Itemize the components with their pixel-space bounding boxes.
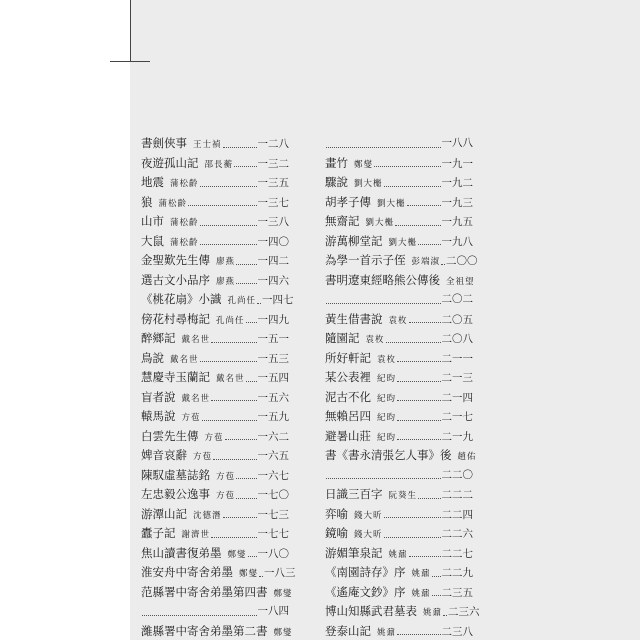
toc-leader-dots — [259, 575, 263, 577]
toc-entry — [141, 446, 289, 466]
toc-entry-page: 二〇五 — [442, 311, 474, 331]
toc-entry-author: 戴名世 — [182, 331, 211, 351]
toc-entry-title: 游萬柳堂記 — [325, 232, 383, 252]
toc-leader-dots — [418, 243, 440, 245]
toc-entry-page: 二二二 — [442, 486, 474, 506]
toc-entry-title: 書劍俠事 — [141, 134, 187, 154]
toc-entry — [325, 329, 473, 349]
toc-entry — [141, 251, 289, 271]
toc-entry-page: 一四六 — [258, 272, 290, 292]
toc-entry-author: 姚鼐 — [412, 585, 431, 605]
toc-entry-title: 蠹子記 — [141, 524, 176, 544]
toc-entry — [141, 485, 289, 505]
toc-entry-title: 日識三百字 — [325, 485, 383, 505]
toc-entry-page: 一三八 — [258, 213, 290, 233]
toc-leader-dots — [188, 204, 256, 206]
toc-entry-page: 二一七 — [442, 408, 474, 428]
toc-entry-author: 劉大櫆 — [354, 175, 383, 195]
toc-entry-page: 一九五 — [442, 213, 474, 233]
toc-entry-author: 錢大昕 — [354, 526, 383, 546]
toc-entry-title: 畫竹 — [325, 154, 348, 174]
toc-entry-page: 一九三 — [442, 194, 474, 214]
toc-entry-author: 戴名世 — [182, 390, 211, 410]
toc-entry — [325, 524, 473, 544]
toc-leader-dots — [234, 165, 256, 167]
toc-entry-page: 二三五 — [442, 584, 474, 604]
toc-entry-title: 無賴呂四 — [325, 407, 371, 427]
toc-entry-author: 紀昀 — [377, 370, 396, 390]
toc-entry — [325, 563, 473, 583]
toc-leader-dots — [395, 224, 440, 226]
toc-entry — [141, 290, 289, 310]
toc-entry-author: 姚鼐 — [423, 604, 442, 624]
toc-entry-page: 一六二 — [258, 428, 290, 448]
toc-entry-page: 二〇二 — [442, 290, 474, 310]
toc-entry — [141, 583, 289, 603]
toc-entry-page: 一四七 — [262, 291, 294, 311]
toc-entry — [325, 544, 473, 564]
toc-entry — [141, 505, 289, 525]
toc-entry — [141, 524, 289, 544]
toc-leader-dots — [384, 185, 441, 187]
toc-entry-author: 阮葵生 — [389, 487, 418, 507]
toc-leader-dots — [386, 341, 441, 343]
toc-entry-page: 二三八 — [442, 623, 474, 643]
toc-entry-author: 袁枚 — [366, 331, 385, 351]
toc-entry — [141, 602, 289, 622]
toc-entry — [141, 466, 289, 486]
toc-entry-author: 鄭燮 — [354, 156, 373, 176]
toc-entry-author: 方苞 — [216, 487, 235, 507]
toc-entry — [325, 290, 473, 310]
toc-entry-author: 袁枚 — [389, 312, 408, 332]
toc-leader-dots — [248, 555, 257, 557]
toc-entry-author: 姚鼐 — [412, 565, 431, 585]
toc-leader-dots — [384, 516, 441, 518]
toc-entry — [141, 368, 289, 388]
toc-entry-page: 一五一 — [258, 330, 290, 350]
toc-entry-title: 焦山讀書復弟墨 — [141, 544, 222, 564]
toc-entry — [325, 602, 473, 622]
toc-entry-page: 一九一 — [442, 155, 474, 175]
toc-entry-page: 二〇〇 — [446, 252, 478, 272]
toc-entry-author: 戴名世 — [216, 370, 245, 390]
toc-leader-dots — [397, 633, 440, 635]
toc-entry-author: 姚鼐 — [377, 624, 396, 643]
toc-leader-dots — [223, 146, 257, 148]
toc-entry-author: 鄭燮 — [228, 546, 247, 566]
toc-entry — [325, 173, 473, 193]
toc-leader-dots — [200, 185, 257, 187]
toc-entry-title: 左忠毅公逸事 — [141, 485, 210, 505]
toc-entry — [141, 193, 289, 213]
toc-entry — [325, 271, 473, 291]
toc-leader-dots — [211, 536, 256, 538]
toc-entry-author: 方苞 — [193, 448, 212, 468]
toc-entry-title: 醉鄉記 — [141, 329, 176, 349]
toc-entry-author: 方苞 — [182, 409, 201, 429]
toc-entry-title: 選古文小品序 — [141, 271, 210, 291]
toc-entry-page: 一四〇 — [258, 233, 290, 253]
toc-entry-author: 錢大昕 — [354, 507, 383, 527]
left-page-margin — [0, 0, 130, 640]
toc-entry — [141, 271, 289, 291]
toc-entry-author: 全祖望 — [446, 273, 475, 293]
toc-leader-dots — [236, 263, 256, 265]
toc-leader-dots — [432, 575, 441, 577]
toc-entry-page: 二二〇 — [442, 466, 474, 486]
toc-entry-author: 廖燕 — [216, 273, 235, 293]
toc-entry-author: 鄭燮 — [274, 624, 293, 643]
toc-entry-title: 避暑山莊 — [325, 427, 371, 447]
toc-entry-title: 博山知縣武君墓表 — [325, 602, 417, 622]
toc-entry — [325, 349, 473, 369]
toc-leader-dots — [211, 399, 256, 401]
toc-entry-title: 傍花村尋梅記 — [141, 310, 210, 330]
toc-entry — [141, 329, 289, 349]
toc-entry-page: 二二四 — [442, 506, 474, 526]
toc-entry-page: 一四九 — [258, 311, 290, 331]
toc-entry-page: 一七七 — [258, 525, 290, 545]
toc-entry-title: 夜遊孤山記 — [141, 154, 199, 174]
toc-entry — [325, 466, 473, 486]
toc-entry-page: 一三二 — [258, 155, 290, 175]
toc-entry-title: 游潭山記 — [141, 505, 187, 525]
toc-entry-title: 《遙庵文鈔》序 — [325, 583, 406, 603]
toc-entry — [325, 583, 473, 603]
toc-entry — [325, 310, 473, 330]
toc-entry-author: 邵長蘅 — [205, 156, 234, 176]
toc-entry-title: 書明遼東經略熊公傳後 — [325, 271, 440, 291]
toc-entry-author: 劉大櫆 — [377, 195, 406, 215]
toc-entry-title: 為學一首示子侄 — [325, 251, 406, 271]
toc-entry — [141, 310, 289, 330]
toc-entry — [325, 485, 473, 505]
toc-leader-dots — [432, 594, 441, 596]
toc-entry-page: 一八四 — [258, 602, 290, 622]
toc-entry-title: 地震 — [141, 173, 164, 193]
toc-entry-page: 一二八 — [258, 135, 290, 155]
toc-entry — [141, 427, 289, 447]
toc-entry-page: 二一一 — [442, 350, 474, 370]
toc-entry-title: 大鼠 — [141, 232, 164, 252]
toc-entry-title: 鳥說 — [141, 349, 164, 369]
toc-entry-page: 一六七 — [258, 467, 290, 487]
toc-leader-dots — [409, 321, 441, 323]
toc-entry — [141, 232, 289, 252]
toc-entry-author: 蒲松齡 — [159, 195, 188, 215]
toc-entry-title: 范縣署中寄舍弟墨第四書 — [141, 583, 268, 603]
toc-leader-dots — [418, 497, 440, 499]
toc-entry — [325, 388, 473, 408]
toc-entry-page: 一九八 — [442, 233, 474, 253]
toc-entry-page: 一七三 — [258, 506, 290, 526]
toc-entry-author: 王士禎 — [193, 136, 222, 156]
toc-entry — [141, 173, 289, 193]
toc-leader-dots — [397, 360, 440, 362]
toc-entry-title: 慧慶寺玉蘭記 — [141, 368, 210, 388]
toc-entry-page: 一五六 — [258, 389, 290, 409]
toc-entry-title: 轅馬說 — [141, 407, 176, 427]
toc-leader-dots — [236, 497, 256, 499]
toc-entry — [141, 154, 289, 174]
toc-entry — [325, 251, 473, 271]
toc-entry-page: 一八三 — [264, 564, 296, 584]
toc-entry — [141, 349, 289, 369]
toc-entry-title: 濰縣署中寄舍弟墨第二書 — [141, 622, 268, 642]
toc-entry-page: 二一三 — [442, 369, 474, 389]
toc-entry — [325, 368, 473, 388]
toc-entry-title: 《桃花扇》小識 — [141, 290, 222, 310]
toc-entry-author: 袁枚 — [377, 351, 396, 371]
toc-leader-dots — [236, 282, 256, 284]
toc-entry-title: 某公表裡 — [325, 368, 371, 388]
toc-leader-dots — [397, 380, 440, 382]
toc-entry-author: 方苞 — [216, 468, 235, 488]
toc-leader-dots — [326, 146, 441, 148]
toc-leader-dots — [246, 321, 257, 323]
toc-entry-title: 婢音哀辭 — [141, 446, 187, 466]
crop-mark-vertical — [130, 0, 131, 62]
toc-entry-author: 鄭燮 — [239, 565, 258, 585]
toc-leader-dots — [384, 536, 441, 538]
toc-entry — [141, 388, 289, 408]
toc-entry-page: 二〇八 — [442, 330, 474, 350]
toc-entry-author: 紀昀 — [377, 390, 396, 410]
toc-leader-dots — [211, 341, 256, 343]
toc-leader-dots — [213, 458, 256, 460]
toc-leader-dots — [443, 614, 447, 616]
toc-entry-page: 一三七 — [258, 194, 290, 214]
toc-entry-author: 蒲松齡 — [170, 234, 199, 254]
toc-entry-title: 金聖歎先生傳 — [141, 251, 210, 271]
toc-entry-title: 狼 — [141, 193, 153, 213]
toc-entry-author: 戴名世 — [170, 351, 199, 371]
toc-entry — [141, 212, 289, 232]
toc-leader-dots — [236, 477, 256, 479]
toc-entry-title: 胡孝子傳 — [325, 193, 371, 213]
toc-entry-title: 無齋記 — [325, 212, 360, 232]
toc-entry — [325, 154, 473, 174]
toc-entry — [141, 134, 289, 154]
toc-entry-page: 一九二 — [442, 174, 474, 194]
toc-entry-author: 方苞 — [205, 429, 224, 449]
toc-entry — [141, 407, 289, 427]
toc-entry — [325, 446, 473, 466]
toc-leader-dots — [407, 204, 441, 206]
crop-mark-horizontal — [110, 61, 150, 62]
toc-leader-dots — [202, 419, 257, 421]
toc-entry-title: 所好軒記 — [325, 349, 371, 369]
toc-leader-dots — [225, 438, 257, 440]
toc-entry-title: 黃生借書說 — [325, 310, 383, 330]
toc-entry-page: 一五三 — [258, 350, 290, 370]
toc-leader-dots — [409, 555, 441, 557]
toc-entry-page: 二三六 — [448, 603, 480, 623]
toc-entry-page: 一八八 — [442, 134, 474, 154]
toc-leader-dots — [397, 438, 440, 440]
toc-entry-page: 一三五 — [258, 174, 290, 194]
toc-leader-dots — [200, 360, 257, 362]
toc-entry — [325, 407, 473, 427]
toc-entry-page: 二一九 — [442, 428, 474, 448]
toc-entry-author: 姚鼐 — [389, 546, 408, 566]
toc-entry-title: 弈喻 — [325, 505, 348, 525]
toc-entry — [325, 212, 473, 232]
toc-entry — [325, 622, 473, 642]
toc-leader-dots — [223, 516, 257, 518]
toc-entry-author: 廖燕 — [216, 253, 235, 273]
toc-entry-title: 盲者說 — [141, 388, 176, 408]
toc-entry — [325, 193, 473, 213]
toc-entry-author: 蒲松齡 — [170, 214, 199, 234]
toc-entry-page: 一四二 — [258, 252, 290, 272]
toc-entry-title: 隨園記 — [325, 329, 360, 349]
toc-leader-dots — [326, 477, 441, 479]
toc-entry-author: 鄭燮 — [274, 585, 293, 605]
toc-entry-page: 一六五 — [258, 447, 290, 467]
toc-entry-author: 紀昀 — [377, 429, 396, 449]
toc-entry-author: 彭端淑 — [412, 253, 441, 273]
toc-entry-title: 山市 — [141, 212, 164, 232]
toc-entry-title: 游媚筆泉記 — [325, 544, 383, 564]
toc-entry-author: 謝濟世 — [182, 526, 211, 546]
toc-leader-dots — [374, 165, 440, 167]
toc-entry-title: 書《書永清張乞人事》後 — [325, 446, 452, 466]
toc-leader-dots — [257, 302, 261, 304]
toc-right-column — [325, 134, 473, 641]
toc-entry-title: 驟說 — [325, 173, 348, 193]
toc-entry-title: 白雲先生傳 — [141, 427, 199, 447]
toc-leader-dots — [397, 399, 440, 401]
toc-entry-title: 陳馭虛墓誌銘 — [141, 466, 210, 486]
toc-entry-title: 鏡喻 — [325, 524, 348, 544]
toc-leader-dots — [142, 614, 257, 616]
toc-entry-page: 二二九 — [442, 564, 474, 584]
toc-entry-title: 泥古不化 — [325, 388, 371, 408]
toc-entry — [325, 134, 473, 154]
toc-leader-dots — [326, 302, 441, 304]
toc-entry-author: 孔尚任 — [216, 312, 245, 332]
toc-left-column — [141, 134, 289, 641]
toc-leader-dots — [200, 243, 257, 245]
toc-entry-page: 二一四 — [442, 389, 474, 409]
toc-leader-dots — [200, 224, 257, 226]
toc-leader-dots — [397, 419, 440, 421]
toc-entry — [141, 544, 289, 564]
toc-entry-page: 二二六 — [442, 525, 474, 545]
toc-entry — [325, 505, 473, 525]
toc-entry-page: 一七〇 — [258, 486, 290, 506]
toc-entry — [141, 622, 289, 642]
toc-entry-page: 二二七 — [442, 545, 474, 565]
toc-leader-dots — [246, 380, 257, 382]
toc-entry-author: 趙佑 — [458, 448, 477, 468]
toc-entry-title: 淮安舟中寄舍弟墨 — [141, 563, 233, 583]
toc-entry-page: 一八〇 — [258, 545, 290, 565]
toc-entry-author: 孔尚任 — [228, 292, 257, 312]
toc-entry-author: 沈德潛 — [193, 507, 222, 527]
toc-entry-page: 一五九 — [258, 408, 290, 428]
toc-entry-author: 蒲松齡 — [170, 175, 199, 195]
toc-entry-author: 劉大櫆 — [366, 214, 395, 234]
toc-entry-title: 登泰山記 — [325, 622, 371, 642]
toc-entry-page: 一五四 — [258, 369, 290, 389]
toc-entry — [141, 563, 289, 583]
toc-entry-author: 紀昀 — [377, 409, 396, 429]
toc-entry-author: 劉大櫆 — [389, 234, 418, 254]
toc-leader-dots — [441, 263, 445, 265]
toc-entry-title: 《南園詩存》序 — [325, 563, 406, 583]
toc-entry — [325, 427, 473, 447]
toc-entry — [325, 232, 473, 252]
